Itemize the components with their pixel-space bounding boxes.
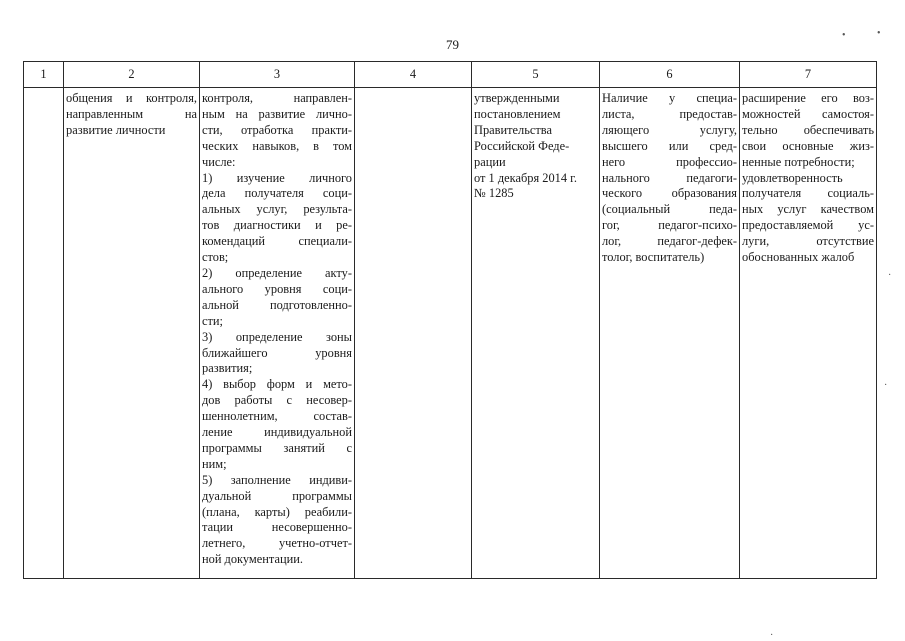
cell-text-line: сти, отработка практи- — [202, 122, 352, 137]
scan-speck: • — [877, 28, 881, 39]
cell-text-line: ных услуг качеством — [742, 202, 874, 217]
cell-col-7 — [740, 88, 877, 579]
cell-text-line: комендаций специали- — [202, 234, 352, 249]
cell-text-line: нального педагоги- — [602, 170, 737, 185]
cell-text-line: него профессио- — [602, 154, 737, 169]
cell-text-line: тации несовершенно- — [202, 520, 352, 535]
cell-text-line: Российской Феде- — [474, 138, 570, 153]
cell-text-line: числе: — [202, 154, 236, 169]
cell-text-line: развития; — [202, 361, 253, 376]
cell-text-line: (плана, карты) реабили- — [202, 504, 352, 519]
cell-text-line: 1) изучение личного — [202, 170, 352, 185]
cell-text-line: тов диагностики и ре- — [202, 218, 352, 233]
cell-text-line: дела получателя соци- — [202, 186, 352, 201]
cell-text-line: шеннолетним, состав- — [202, 409, 352, 424]
cell-text-line: можностей самостоя- — [742, 106, 874, 121]
cell-text-line: 2) определение акту- — [202, 265, 352, 280]
cell-text-line: свои основные жиз- — [742, 138, 874, 153]
cell-text-line: удовлетворенность — [742, 170, 843, 185]
cell-text-line: (социальный педа- — [602, 202, 737, 217]
cell-text-line: предоставляемой ус- — [742, 218, 874, 233]
cell-text-line: общения и контроля, — [66, 91, 197, 105]
header-col-2: 2 — [64, 62, 200, 88]
header-col-6: 6 — [600, 62, 740, 88]
cell-text-line: от 1 декабря 2014 г. — [474, 170, 577, 185]
scan-speck: • — [842, 30, 846, 41]
cell-text-line: развитие личности — [66, 122, 166, 137]
scan-speck: · — [770, 630, 774, 641]
cell-text-line: дуальной программы — [202, 488, 352, 503]
cell-col-6 — [600, 88, 740, 579]
cell-text-line: листа, предостав- — [602, 106, 737, 121]
cell-text-line: ление индивидуальной — [202, 425, 352, 440]
cell-col-5 — [472, 88, 600, 579]
cell-text-line: толог, воспитатель) — [602, 250, 705, 265]
cell-text-line: № 1285 — [474, 186, 514, 201]
cell-text-line: альных услуг, результа- — [202, 202, 352, 217]
cell-text-line: контроля, направлен- — [202, 91, 352, 105]
scan-speck: · — [884, 380, 888, 391]
cell-text-line: получателя социаль- — [742, 186, 874, 201]
cell-text-line: 3) определение зоны — [202, 329, 352, 344]
page-number: 79 — [446, 37, 459, 52]
cell-text-line: ным на развитие лично- — [202, 106, 352, 121]
cell-text-line: летнего, учетно-отчет- — [202, 536, 352, 551]
cell-text-line: ближайшего уровня — [202, 345, 352, 360]
cell-text-line: ним; — [202, 456, 227, 471]
cell-text-line: 4) выбор форм и мето- — [202, 377, 352, 392]
cell-col-4 — [355, 88, 472, 579]
header-col-4: 4 — [355, 62, 472, 88]
cell-text-line: программы занятий с — [202, 440, 352, 455]
cell-text-line: Наличие у специа- — [602, 91, 737, 105]
header-col-1: 1 — [24, 62, 64, 88]
header-col-7: 7 — [740, 62, 877, 88]
cell-text-line: 5) заполнение индиви- — [202, 472, 352, 487]
cell-text-line: Правительства — [474, 122, 552, 137]
cell-text-line: сти; — [202, 313, 223, 328]
cell-text-line: тельно обеспечивать — [742, 122, 874, 137]
cell-text-line: высшего или сред- — [602, 138, 737, 153]
cell-text-line: ляющего услугу, — [602, 122, 737, 137]
cell-text-line: утвержденными — [474, 91, 560, 105]
cell-text-line: ческих навыков, в том — [202, 138, 352, 153]
cell-text-line: лог, педагог-дефек- — [602, 234, 737, 249]
cell-text-line: гог, педагог-психо- — [602, 218, 737, 233]
cell-text-line: ческого образования — [602, 186, 737, 201]
cell-text-line: направленным на — [66, 106, 197, 121]
header-col-5: 5 — [472, 62, 600, 88]
cell-text-line: рации — [474, 154, 506, 169]
header-row — [24, 62, 877, 88]
cell-text-line: ной документации. — [202, 552, 303, 567]
cell-text-line: расширение его воз- — [742, 91, 874, 105]
service-standards-table — [23, 61, 877, 579]
cell-text-line: постановлением — [474, 106, 561, 121]
cell-text-line: стов; — [202, 250, 229, 265]
header-col-3: 3 — [200, 62, 355, 88]
cell-text-line: луги, отсутствие — [742, 234, 874, 249]
cell-col-2 — [64, 88, 200, 579]
cell-text-line: дов работы с несовер- — [202, 393, 352, 408]
scan-speck: · — [888, 270, 892, 281]
cell-text-line: альной подготовленно- — [202, 297, 352, 312]
cell-text-line: ненные потребности; — [742, 154, 855, 169]
cell-col-3 — [200, 88, 355, 579]
cell-text-line: ального уровня соци- — [202, 281, 352, 296]
table-row — [24, 88, 877, 579]
cell-col-1 — [24, 88, 64, 579]
cell-text-line: обоснованных жалоб — [742, 250, 855, 265]
